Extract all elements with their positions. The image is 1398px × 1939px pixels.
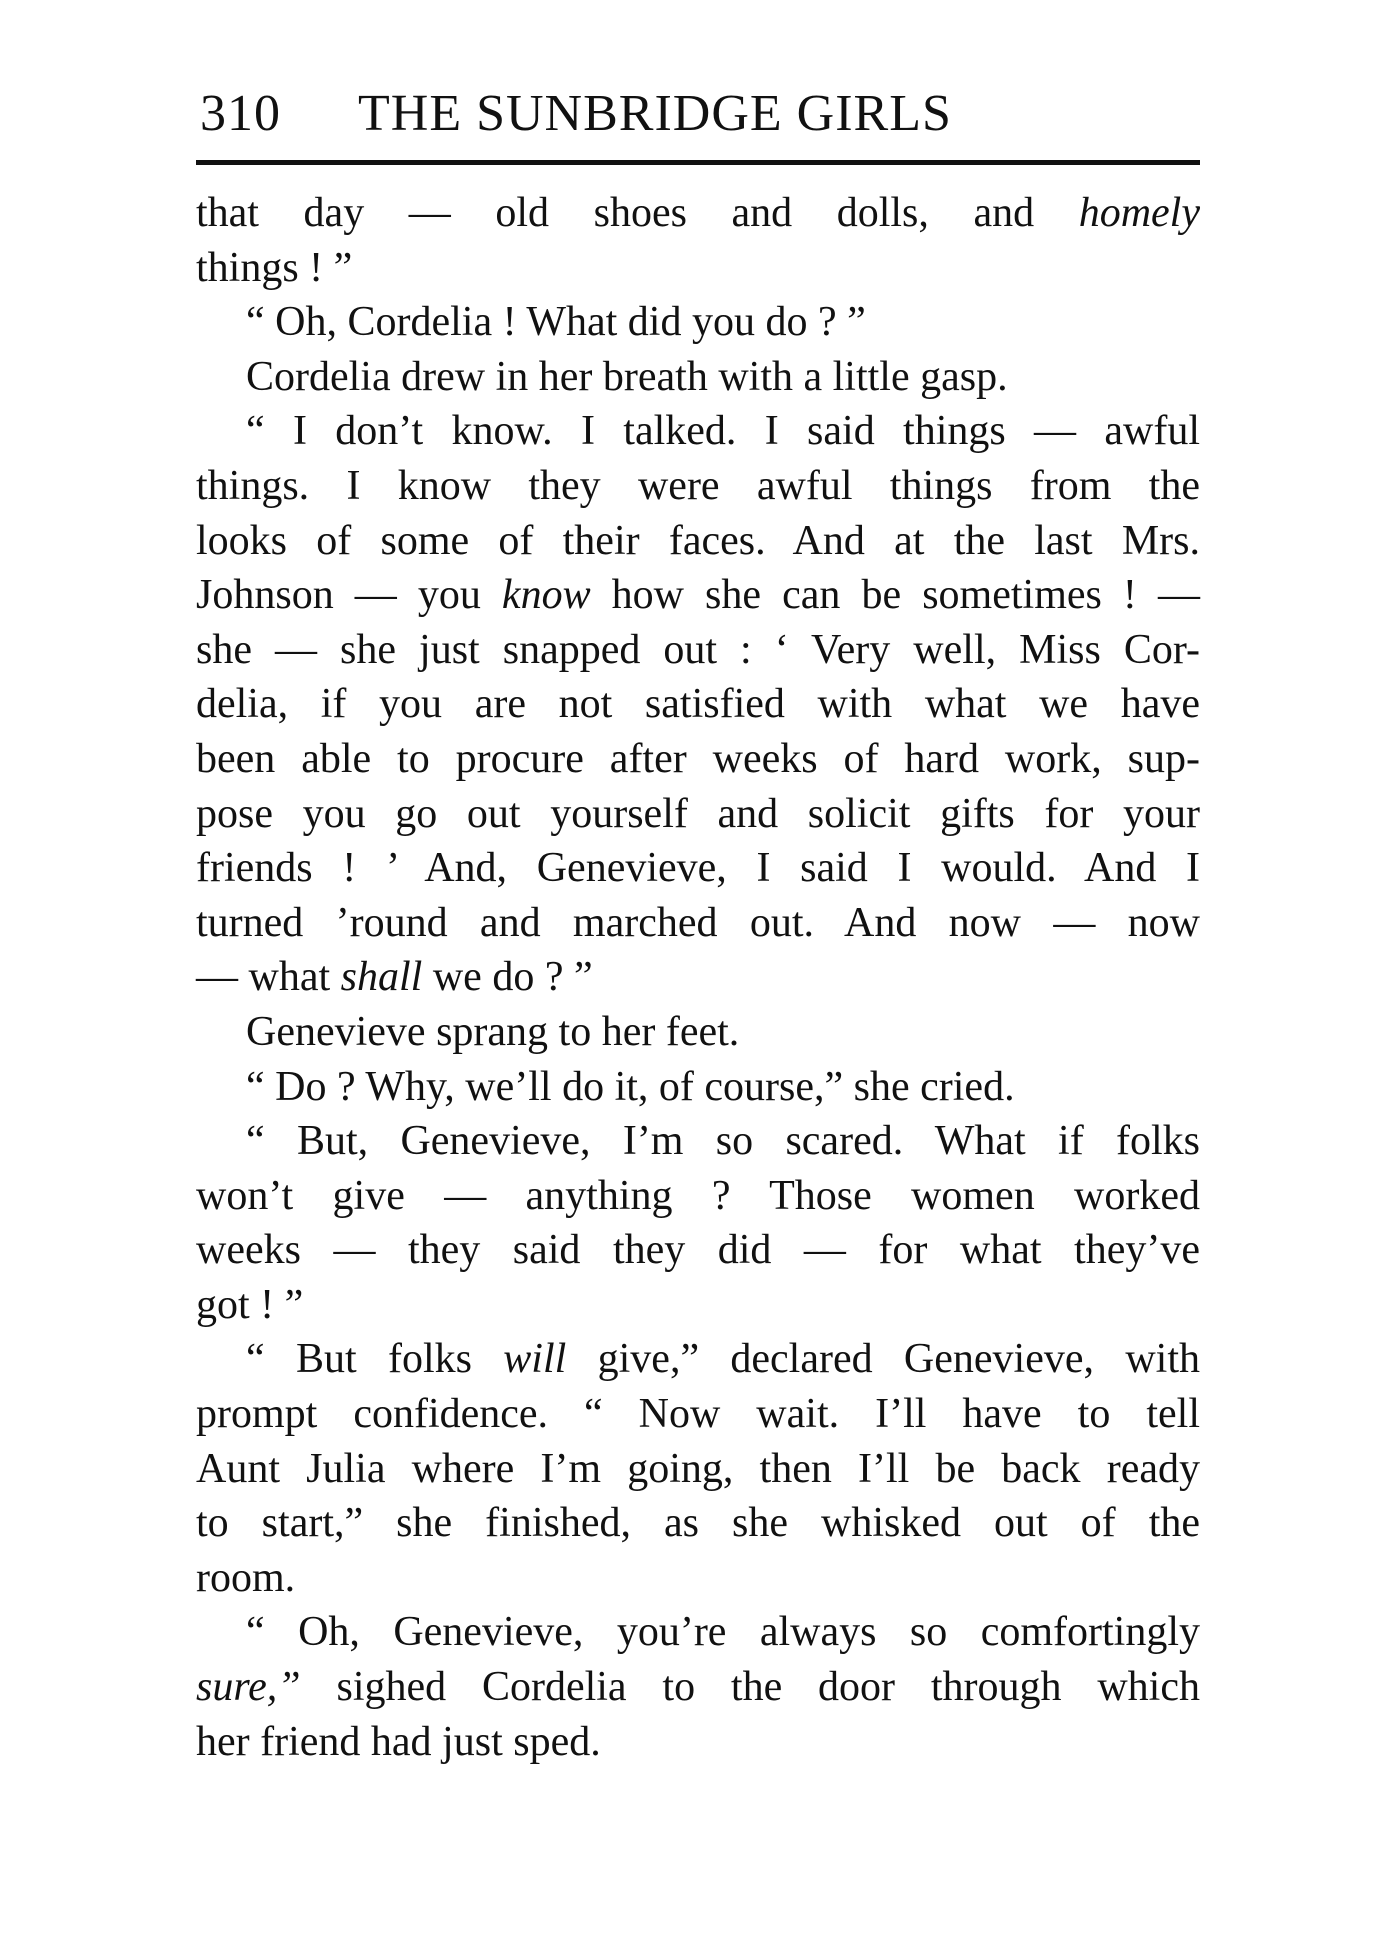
text-line: weeks — they said they did — for what they’ve xyxy=(196,1227,1200,1274)
text-line: things. I know they were awful things from the xyxy=(196,462,1200,509)
text-line: — what shall we do ? ” xyxy=(196,954,593,1001)
text-line: “ Do ? Why, we’ll do it, of course,” she cried. xyxy=(246,1063,1015,1110)
text-line: Aunt Julia where I’m going, then I’ll be back ready xyxy=(196,1445,1200,1492)
text-line: sure,” sighed Cordelia to the door through which xyxy=(196,1664,1200,1711)
text-line: been able to procure after weeks of hard work, sup- xyxy=(196,735,1200,782)
body-text xyxy=(196,186,1200,1769)
text-line: got ! ” xyxy=(196,1281,304,1328)
text-line: she — she just snapped out : ‘ Very well, Miss Cor- xyxy=(196,626,1200,673)
text-line: pose you go out yourself and solicit gifts for your xyxy=(196,790,1200,837)
text-line: “ Oh, Cordelia ! What did you do ? ” xyxy=(246,299,866,346)
text-line: “ But, Genevieve, I’m so scared. What if folks xyxy=(246,1118,1200,1165)
text-line: “ Oh, Genevieve, you’re always so comfortingly xyxy=(246,1609,1200,1656)
text-line: turned ’round and marched out. And now — now xyxy=(196,899,1200,946)
text-line: room. xyxy=(196,1554,296,1601)
text-line: “ But folks will give,” declared Genevieve, with xyxy=(246,1336,1200,1383)
text-line: “ I don’t know. I talked. I said things — awful xyxy=(246,408,1200,455)
text-line: delia, if you are not satisfied with what we have xyxy=(196,681,1200,728)
text-line: friends ! ’ And, Genevieve, I said I would. And I xyxy=(196,845,1200,892)
text-line: to start,” she finished, as she whisked out of the xyxy=(196,1500,1200,1547)
text-line: her friend had just sped. xyxy=(196,1718,601,1765)
text-line: Genevieve sprang to her feet. xyxy=(246,1008,740,1055)
text-line: prompt confidence. “ Now wait. I’ll have to tell xyxy=(196,1391,1200,1438)
text-line: Johnson — you know how she can be sometimes ! — xyxy=(196,572,1200,619)
header-rule xyxy=(196,160,1200,165)
text-line: looks of some of their faces. And at the last Mrs. xyxy=(196,517,1200,564)
text-line: things ! ” xyxy=(196,244,353,291)
running-title: THE SUNBRIDGE GIRLS xyxy=(358,85,952,142)
text-line: won’t give — anything ? Those women worked xyxy=(196,1172,1200,1219)
text-line: that day — old shoes and dolls, and homely xyxy=(196,190,1200,236)
page-number: 310 xyxy=(200,85,281,142)
page-header xyxy=(200,84,1200,154)
text-line: Cordelia drew in her breath with a little gasp. xyxy=(246,353,1008,400)
